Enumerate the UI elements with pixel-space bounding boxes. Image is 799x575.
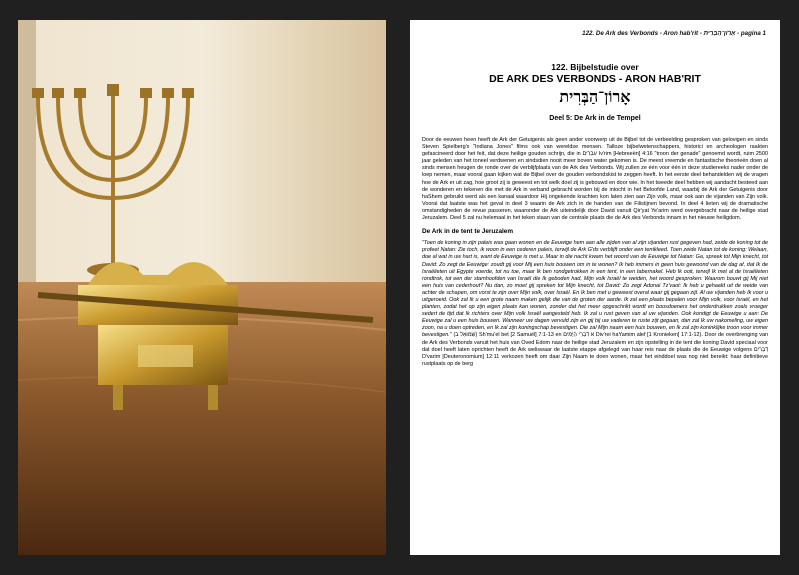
ark-and-menorah-photo (18, 20, 386, 555)
title-block (410, 62, 780, 122)
quote-text: "Toen de koning in zijn paleis was gaan wonen en de Eeuwige hem aan alle zijden van al zijn vijanden rust gegeven had, zeide de koning tot de profeet Natan: Zie toch, ik woon in een cederen paleis, terwijl de Ark G'ds verblijft onder een tentkleed. Toen zeide Natan tot de koning: Welaan, doe al wat in uw hart is, want de Eeuwige is met u. Maar in die nacht kwam het woord van de Eeuwige tot Natan: Ga, spreek tot Mijn knecht, tot David: Zo zegt de Eeuwige: zoudt gij voor Mij een huis bouwen om in te wonen? Ik heb immers in geen huis gewoond van de dag af, dat Ik de Israëlieten uit Egypte voerde, tot nu toe, maar Ik ben rondgetrokken in een tent, in een tabernakel. Heb Ik ooit, terwijl Ik met al de Israëlieten rondtrok, tot een der stamhoofden van Israël die Ik geboden had, Mijn volk Israël te weiden, het woord gesproken: Waarom bouwt gij Mij niet een huis van cederhout? Nu dan, zo moet gij spreken tot Mijn knecht, tot David: Zo zegt Adonai Tz'vaot: Ik heb u gehaald uit de weide van achter de schapen, om vorst te zijn over Mijn volk, over Israël. En Ik ben met u geweest overal waar gij gegaan zijt. Al uw vijanden heb Ik voor u uitgeroeid. Ook zal Ik u een grote naam maken gelijk die van de groten der aarde. Ik zal een plaats bepalen voor Mijn volk, voor Israël, en het planten, zodat het op zijn eigen plaats kan wonen, zonder dat het meer opgeschrikt wordt en boosdoeners het onderdrukken zoals vroeger sedert de tijd dat Ik richters over Mijn volk Israël aangesteld heb. Ik zal u rust geven van al uw vijanden. Ook kondigt de Eeuwige u aan: De Eeuwige zal u een huis bouwen. Wanneer uw dagen vervuld zijn en gij bij uw vaderen te ruste zijt gegaan, dan zal Ik uw nakomeling, uw eigen zoon, na u doen optreden, en Ik zal zijn koningschap bevestigen. Die zal Mijn naam een huis bouwen, en Ik zal zijn koninklijke troon voor immer bevestigen." (422, 240, 768, 339)
body-text (422, 137, 768, 372)
intro-paragraph: Door de eeuwen heen heeft de Ark der Getuigenis als geen ander voorwerp uit de Bijbel tot de verbeelding gesproken van gelovigen en sinds Steven Spielberg's "Indiana Jones" films ook van wereldse mensen. Talloze bijbelwetenschappers, historici en archeologen raakten gefascineerd door het feit, dat deze heilige gouden schrijn, die in עִבְרִים Iv'rim [Hebreeën] 4:16 "troon der genade" genoemd wordt, ruim 2500 jaar geleden van het toneel verdwenen en sindsdien nooit meer boven water gekomen is. De meest vreemde en fantastische theorieën doen al sinds mensen heugen de ronde over de verblijfplaats van de Ark des Verbonds. Wij zullen ze één voor één in deze studiereeks nader onder de loep nemen, maar vooral gaan kijken wat de Bijbel over de gouden verbondskist te zeggen heeft. In het eerste deel behandelden wij de vragen hoe de Ark er uit zag, hoe groot zij is geweest en tot welk doel zij is gebouwd en door wie. In het tweede deel hebben wij aandacht besteed aan de wonderen en tekenen die met de Ark in verband gebracht worden bij de intocht in het Beloofde Land, waarbij de Ark der Getuigenis door haShem gebruikt werd als een kanaal waardoor Hij ongekende krachten kon laten zien aan Zijn volk, maar ook aan de vijanden van Zijn volk. Vooral dat laatste was het geval in deel 3 waarin de Ark zich in de handen van de Filistijnen bevond. In deel 4 lieten wij de dramatische omstandigheden de revue passeren, waaronder de Ark uiteindelijk door David vanuit Qir'yat Ye'arim werd overgebracht naar de heilige stad Jeruzalem. Deel 5 zal nu helemaal in het teken staan van de centrale plaats die de Ark des Verbonds innam in het nieuwe heiligdom. (422, 137, 768, 222)
quote-paragraph (422, 240, 768, 368)
running-head: 122. De Ark des Verbonds - Aron hab'rit - אָרוֹן־הַבְּרִית - pagina 1 (582, 30, 766, 37)
part-title: Deel 5: De Ark in de Tempel (549, 115, 641, 122)
photo-illustration (18, 20, 386, 555)
title-hebrew: אָרוֹן־הַבְּרִית (559, 87, 631, 106)
closing-text: (שְׁמוּאֵל ב) Sh'mu'el bet [2 Samuël] 7:1-13 en א דִּבְרֵי הַיָּמִים Div'rei haYamim alef [1 Kronieken] 17:1-12). Door de overbrenging van de Ark des Verbonds vanuit het huis van Oved Edom naar de heilige stad Jeruzalem en zijn opstelling in de tent die koning David speciaal voor dat doel heeft laten oprichten heeft de Ark weliswaar de laatste etappe afgelegd van haar reis naar de plaats die de Eeuwige volgens דְּבָרִים D'varim [Deuteronomium] 12:11 verkozen heeft om daar Zijn Naam te doen wonen, maar het einddoel was nog niet bereikt: haar definitieve rustplaats op de berg (422, 332, 768, 367)
document-page (410, 20, 780, 555)
title-line-2: DE ARK DES VERBONDS - ARON HAB'RIT (489, 73, 701, 85)
title-line-1: 122. Bijbelstudie over (551, 62, 639, 72)
section-heading: De Ark in de tent te Jeruzalem (422, 228, 514, 236)
